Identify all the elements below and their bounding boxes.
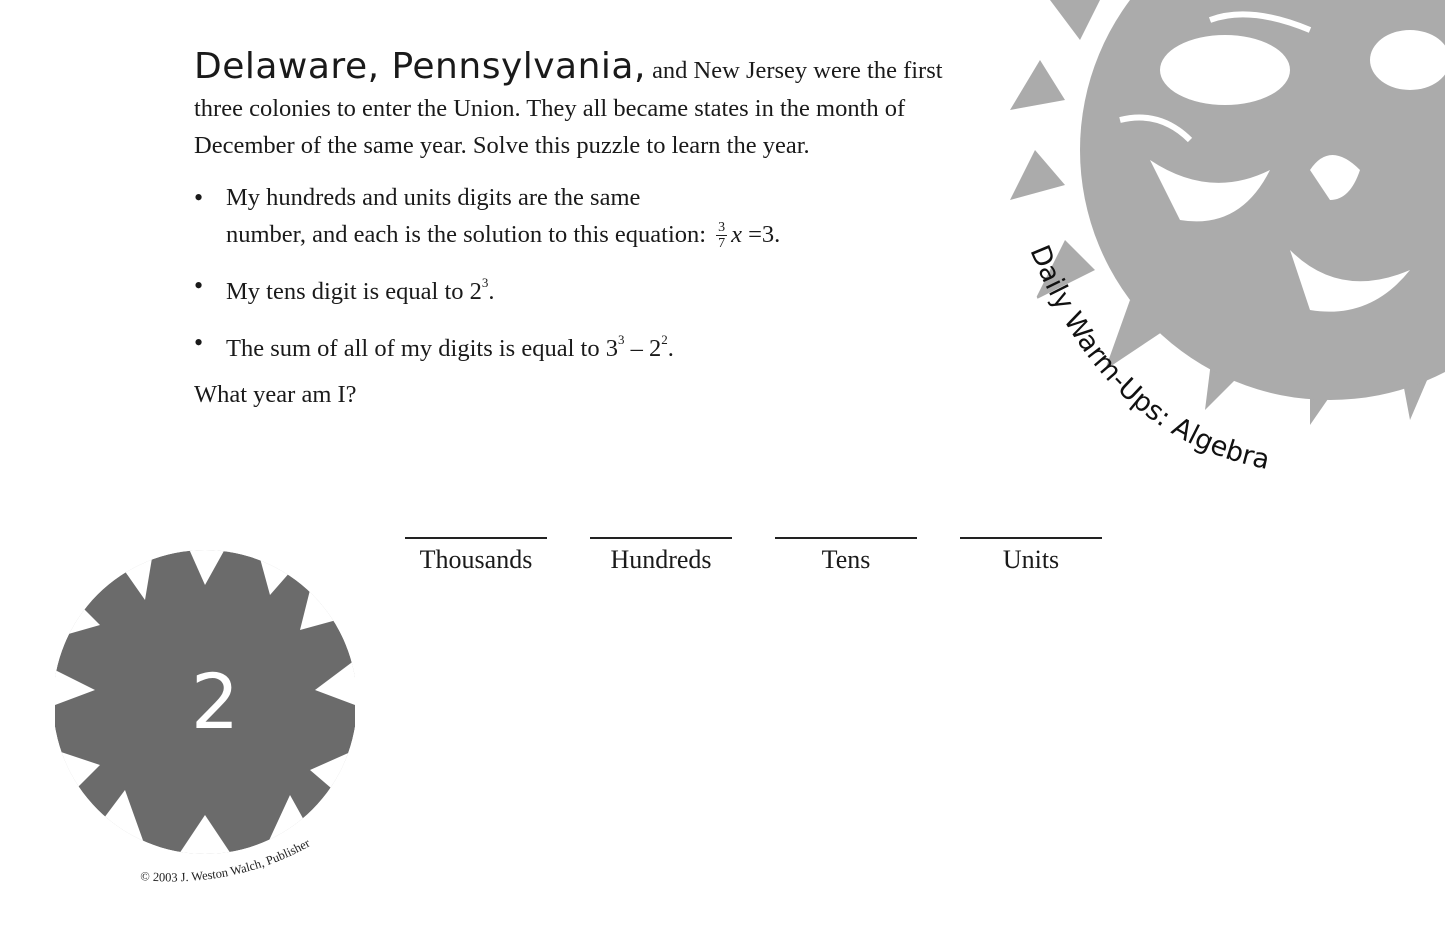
copyright (130, 820, 360, 900)
question: What year am I? (194, 380, 357, 408)
answer-slot-tens[interactable]: Tens (775, 515, 917, 575)
svg-text:© 2003 J. Weston Walch, Publ: © 2003 J. Weston Walch, Publisher (139, 835, 313, 885)
intro-paragraph (194, 48, 994, 165)
puzzle-content (194, 48, 994, 409)
answer-blanks (405, 515, 1102, 575)
svg-text:Daily Warm-Ups: Algebra: Daily Warm-Ups: Algebra (1023, 241, 1273, 476)
clue-1: • My hundreds and units digits are the same number, and each is the solution to this equation: $\frac{3}{7}$ x =3. (194, 179, 994, 253)
clue-3: • The sum of all of my digits is equal to $3^3 - 2^2$. (194, 324, 994, 367)
day-number: 2 (190, 657, 240, 746)
day-badge (55, 540, 355, 860)
clue-2: • My tens digit is equal to $2^3$. (194, 267, 994, 310)
intro-text: and New Jersey were the first three colonies to enter the Union. They all became states in the month of December of the same year. Solve this puzzle to learn the year. (194, 57, 943, 159)
fraction: $\frac{3}{7}$ (718, 220, 726, 252)
series-title (1000, 230, 1445, 500)
answer-slot-hundreds[interactable]: Hundreds (590, 515, 732, 575)
clue-list (194, 179, 994, 367)
answer-slot-thousands[interactable]: Thousands (405, 515, 547, 575)
headline: Delaware, Pennsylvania, (194, 46, 646, 87)
answer-slot-units[interactable]: Units (960, 515, 1102, 575)
